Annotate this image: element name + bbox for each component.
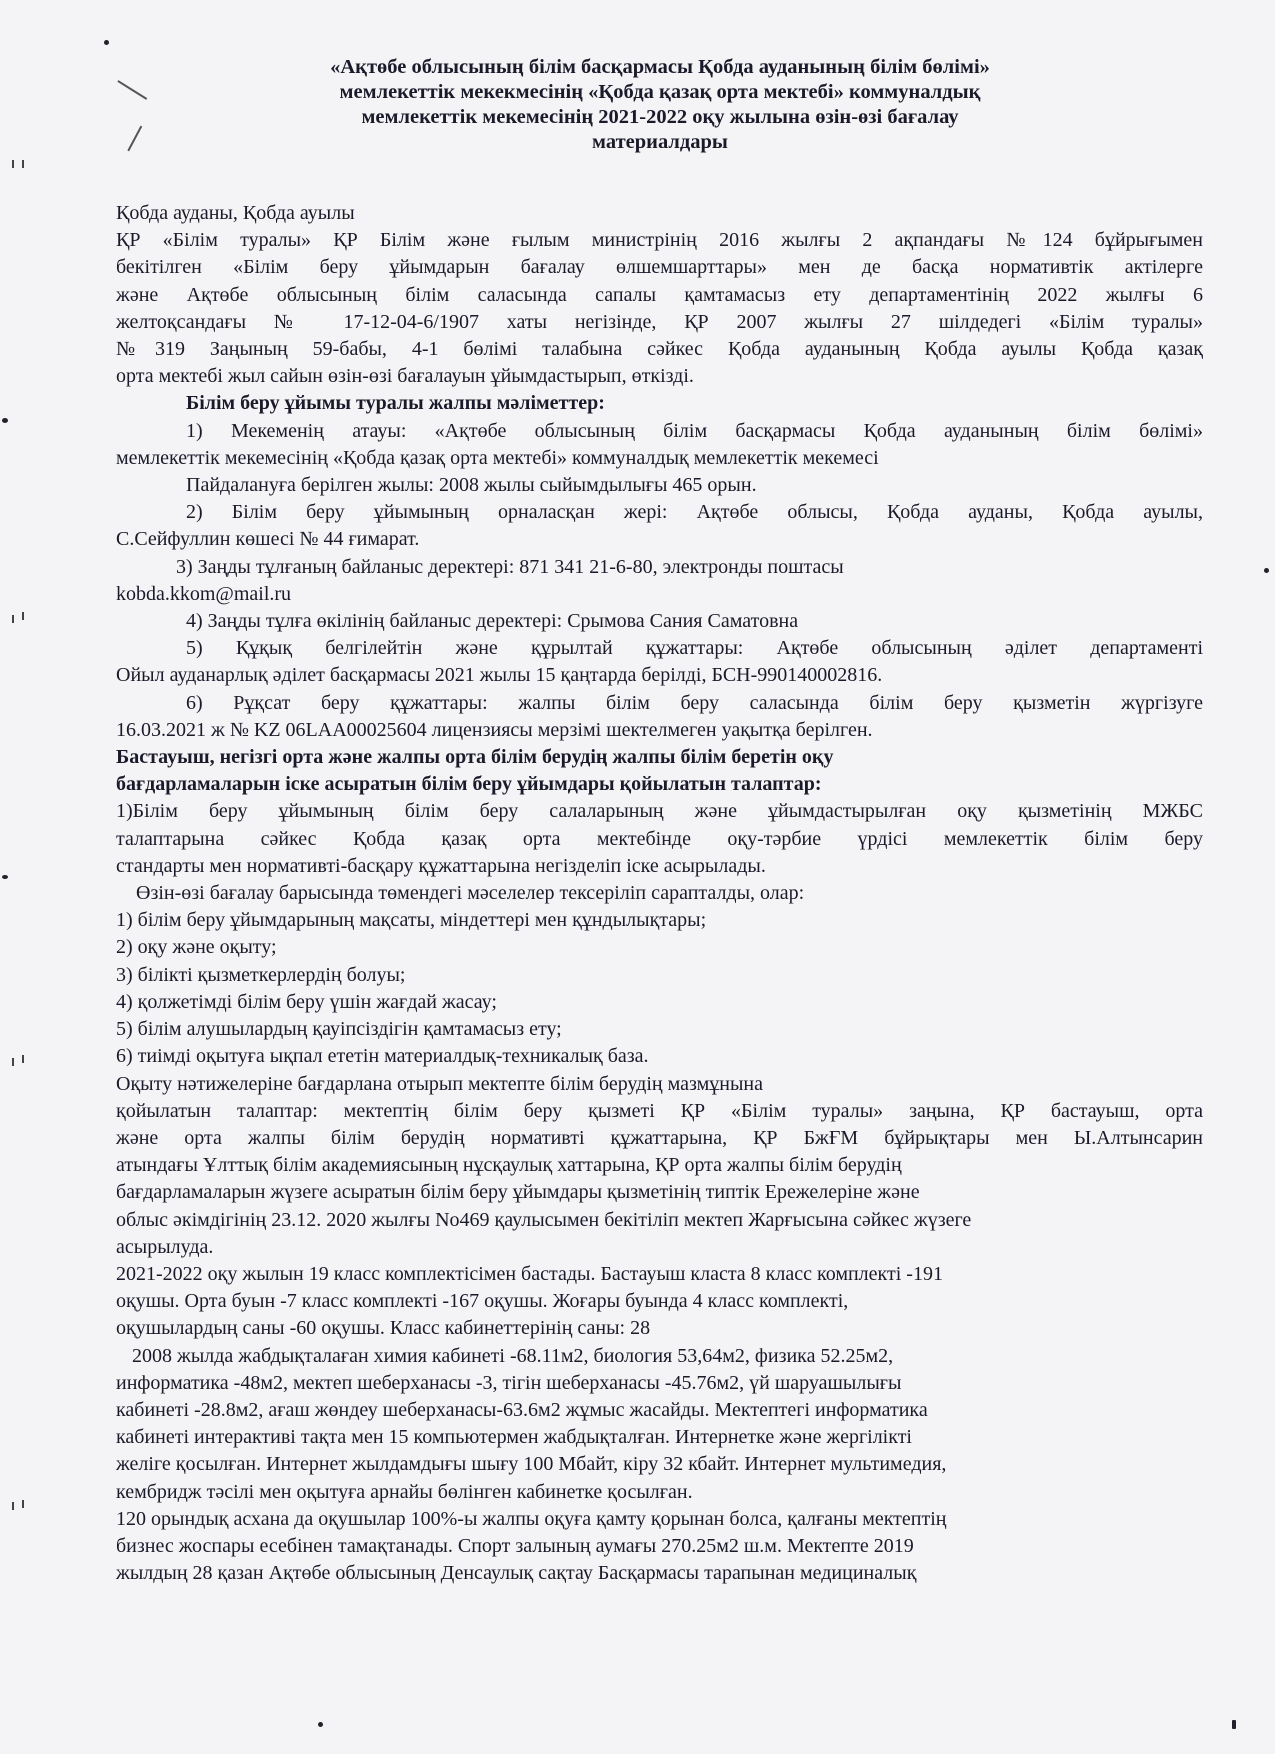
scan-edge-mark bbox=[12, 615, 14, 623]
section-heading: бағдарламаларын іске асыратын білім беру ұйымдары қойылатын талаптар: bbox=[116, 773, 822, 796]
body-line: желтоқсандағы № 17-12-04-6/1907 хаты негізінде, ҚР 2007 жылғы 27 шілдедегі «Білім туралы» bbox=[116, 310, 1203, 333]
title-line: материалдары bbox=[592, 131, 728, 153]
location-line: Қобда ауданы, Қобда ауылы bbox=[116, 202, 355, 224]
body-line: асырылуда. bbox=[116, 1235, 214, 1258]
body-line: қойылатын талаптар: мектептің білім беру қызметі ҚР «Білім туралы» заңына, ҚР бастауыш, орта bbox=[116, 1099, 1203, 1122]
body-line: стандарты мен нормативті-басқару құжаттарына негізделіп іске асырылады. bbox=[116, 854, 766, 877]
body-line: Оқыту нәтижелеріне бағдарлана отырып мектепте білім берудің мазмұнына bbox=[116, 1072, 764, 1095]
title-line: «Ақтөбе облысының білім басқармасы Қобда ауданының білім бөлімі» bbox=[330, 56, 990, 78]
scan-speck bbox=[1264, 568, 1269, 573]
body-line: және Ақтөбе облысының білім саласында сапалы қамтамасыз ету департаментінің 2022 жылғы 6 bbox=[116, 283, 1203, 306]
body-line: желіге қосылған. Интернет жылдамдығы шығу 100 Мбайт, кіру 32 кбайт. Интернет мультимедия, bbox=[116, 1453, 947, 1476]
scan-speck bbox=[1232, 1720, 1236, 1729]
body-line: бекітілген «Білім беру ұйымдарын бағалау өлшемшарттары» мен де басқа нормативтік актілерге bbox=[116, 256, 1203, 279]
list-item: 4) қолжетімді білім беру үшін жағдай жасау; bbox=[116, 990, 497, 1013]
body-line: С.Сейфуллин көшесі № 44 ғимарат. bbox=[116, 528, 420, 551]
body-line: информатика -48м2, мектеп шеберханасы -3, тігін шеберханасы -45.76м2, үй шаруашылығы bbox=[116, 1371, 902, 1394]
body-line: облыс әкімдігінің 23.12. 2020 жылғы No469 қаулысымен бекітіліп мектеп Жарғысына сәйкес жүзеге bbox=[116, 1208, 972, 1231]
body-line: 120 орындық асхана да оқушылар 100%-ы жалпы оқуға қамту қорынан болса, қалғаны мектептің bbox=[116, 1507, 947, 1530]
list-item: 3) білікті қызметкерлердің болуы; bbox=[116, 963, 406, 986]
scan-edge-mark bbox=[12, 1058, 14, 1066]
email-line: kobda.kkom@mail.ru bbox=[116, 582, 292, 605]
scan-edge-mark bbox=[22, 160, 24, 168]
list-item: 1) білім беру ұйымдарының мақсаты, міндеттері мен құндылықтары; bbox=[116, 909, 707, 932]
document-body bbox=[116, 200, 1203, 1587]
scan-speck bbox=[318, 1722, 323, 1727]
body-line: 2008 жылда жабдықталаған химия кабинеті -68.11м2, биология 53,64м2, физика 52.25м2, bbox=[132, 1344, 894, 1367]
scan-pen-stroke bbox=[118, 80, 148, 99]
body-line: бағдарламаларын жүзеге асыратын білім беру ұйымдары қызметінің типтік Ережелеріне және bbox=[116, 1181, 920, 1204]
section-heading: Білім беру ұйымы туралы жалпы мәліметтер: bbox=[186, 392, 605, 415]
body-line: бизнес жоспары есебінен тамақтанады. Спорт залының аумағы 270.25м2 ш.м. Мектепте 2019 bbox=[116, 1534, 914, 1557]
body-line: кабинеті интерактиві тақта мен 15 компьютермен жабдықталған. Интернетке және жергілікті bbox=[116, 1426, 912, 1449]
body-line: 6) Рұқсат беру құжаттары: жалпы білім беру саласында білім беру қызметін жүргізуге bbox=[186, 691, 1203, 714]
scan-speck bbox=[104, 40, 109, 45]
scan-speck bbox=[2, 875, 8, 879]
body-line: оқушы. Орта буын -7 класс комплекті -167 оқушы. Жоғары буында 4 класс комплекті, bbox=[116, 1290, 849, 1313]
scan-speck bbox=[2, 418, 8, 423]
scan-edge-mark bbox=[12, 1502, 14, 1510]
body-line: 1)Білім беру ұйымының білім беру салаларының және ұйымдастырылған оқу қызметінің МЖБС bbox=[116, 800, 1203, 823]
body-line: 5) Құқық белгілейтін және құрылтай құжаттары: Ақтөбе облысының әділет департаменті bbox=[186, 637, 1203, 660]
body-line: Ойыл ауданарлық әділет басқармасы 2021 жылы 15 қаңтарда берілді, БСН-990140002816. bbox=[116, 664, 883, 687]
scan-edge-mark bbox=[22, 1055, 24, 1063]
title-line: мемлекеттік мекемесінің 2021-2022 оқу жылына өзін-өзі бағалау bbox=[361, 106, 959, 128]
section-heading: Бастауыш, негізгі орта және жалпы орта білім берудің жалпы білім беретін оқу bbox=[116, 746, 834, 769]
scan-edge-mark bbox=[22, 612, 24, 620]
list-item: 6) тиімді оқытуға ықпал ететін материалдық-техникалық база. bbox=[116, 1045, 649, 1068]
body-line: орта мектебі жыл сайын өзін-өзі бағалауын ұйымдастырып, өткізді. bbox=[116, 365, 694, 388]
body-line: 2021-2022 оқу жылын 19 класс комплектісімен бастады. Бастауыш класта 8 класс комплекті -191 bbox=[116, 1262, 943, 1285]
body-line: мемлекеттік мекемесінің «Қобда қазақ орта мектебі» коммуналдық мемлекеттік мекемесі bbox=[116, 446, 879, 469]
list-item: 5) білім алушылардың қауіпсіздігін қамтамасыз ету; bbox=[116, 1018, 562, 1041]
body-line: оқушылардың саны -60 оқушы. Класс кабинеттерінің саны: 28 bbox=[116, 1317, 651, 1340]
body-line: 4) Заңды тұлға өкілінің байланыс деректері: Срымова Сания Саматовна bbox=[186, 610, 799, 633]
body-line: Өзін-өзі бағалау барысында төмендегі мәселелер тексеріліп сарапталды, олар: bbox=[136, 882, 805, 905]
document-title bbox=[200, 55, 1120, 155]
body-line: атындағы Ұлттық білім академиясының нұсқаулық хаттарына, ҚР орта жалпы білім берудің bbox=[116, 1154, 902, 1177]
body-line: кабинеті -28.8м2, ағаш жөндеу шеберханасы-63.6м2 жұмыс жасайды. Мектептегі информатика bbox=[116, 1398, 928, 1421]
body-line: және орта жалпы білім берудің нормативті құжаттарына, ҚР БжҒМ бұйрықтары мен Ы.Алтынсарин bbox=[116, 1126, 1203, 1149]
body-line: Пайдалануға берілген жылы: 2008 жылы сыйымдылығы 465 орын. bbox=[186, 474, 757, 497]
title-line: мемлекеттік мекекмесінің «Қобда қазақ орта мектебі» коммуналдық bbox=[339, 81, 981, 103]
scan-edge-mark bbox=[12, 160, 14, 168]
body-line: 3) Заңды тұлғаның байланыс деректері: 871 341 21-6-80, электронды поштасы bbox=[176, 555, 844, 578]
body-line: кембридж тәсілі мен оқытуға арнайы бөлінген кабинетке қосылған. bbox=[116, 1480, 693, 1503]
body-line: 2) Білім беру ұйымының орналасқан жері: Ақтөбе облысы, Қобда ауданы, Қобда ауылы, bbox=[186, 501, 1203, 524]
body-line: №319 Заңының 59-бабы, 4-1 бөлімі талабына сәйкес Қобда ауданының Қобда ауылы Қобда қазақ bbox=[116, 338, 1203, 361]
list-item: 2) оқу және оқыту; bbox=[116, 936, 277, 959]
scan-edge-mark bbox=[22, 1500, 24, 1508]
body-line: ҚР «Білім туралы» ҚР Білім және ғылым министрінің 2016 жылғы 2 ақпандағы №124 бұйрығымен bbox=[116, 229, 1203, 252]
body-line: 16.03.2021 ж № KZ 06LAA00025604 лицензиясы мерзімі шектелмеген уақытқа берілген. bbox=[116, 718, 873, 741]
scan-pen-stroke bbox=[127, 126, 141, 151]
body-line: жылдың 28 қазан Ақтөбе облысының Денсаулық сақтау Басқармасы тарапынан медициналық bbox=[116, 1562, 917, 1585]
body-line: 1) Мекеменің атауы: «Ақтөбе облысының білім басқармасы Қобда ауданының білім бөлімі» bbox=[186, 419, 1203, 442]
body-line: талаптарына сәйкес Қобда қазақ орта мектебінде оқу-тәрбие үрдісі мемлекеттік білім беру bbox=[116, 827, 1203, 850]
